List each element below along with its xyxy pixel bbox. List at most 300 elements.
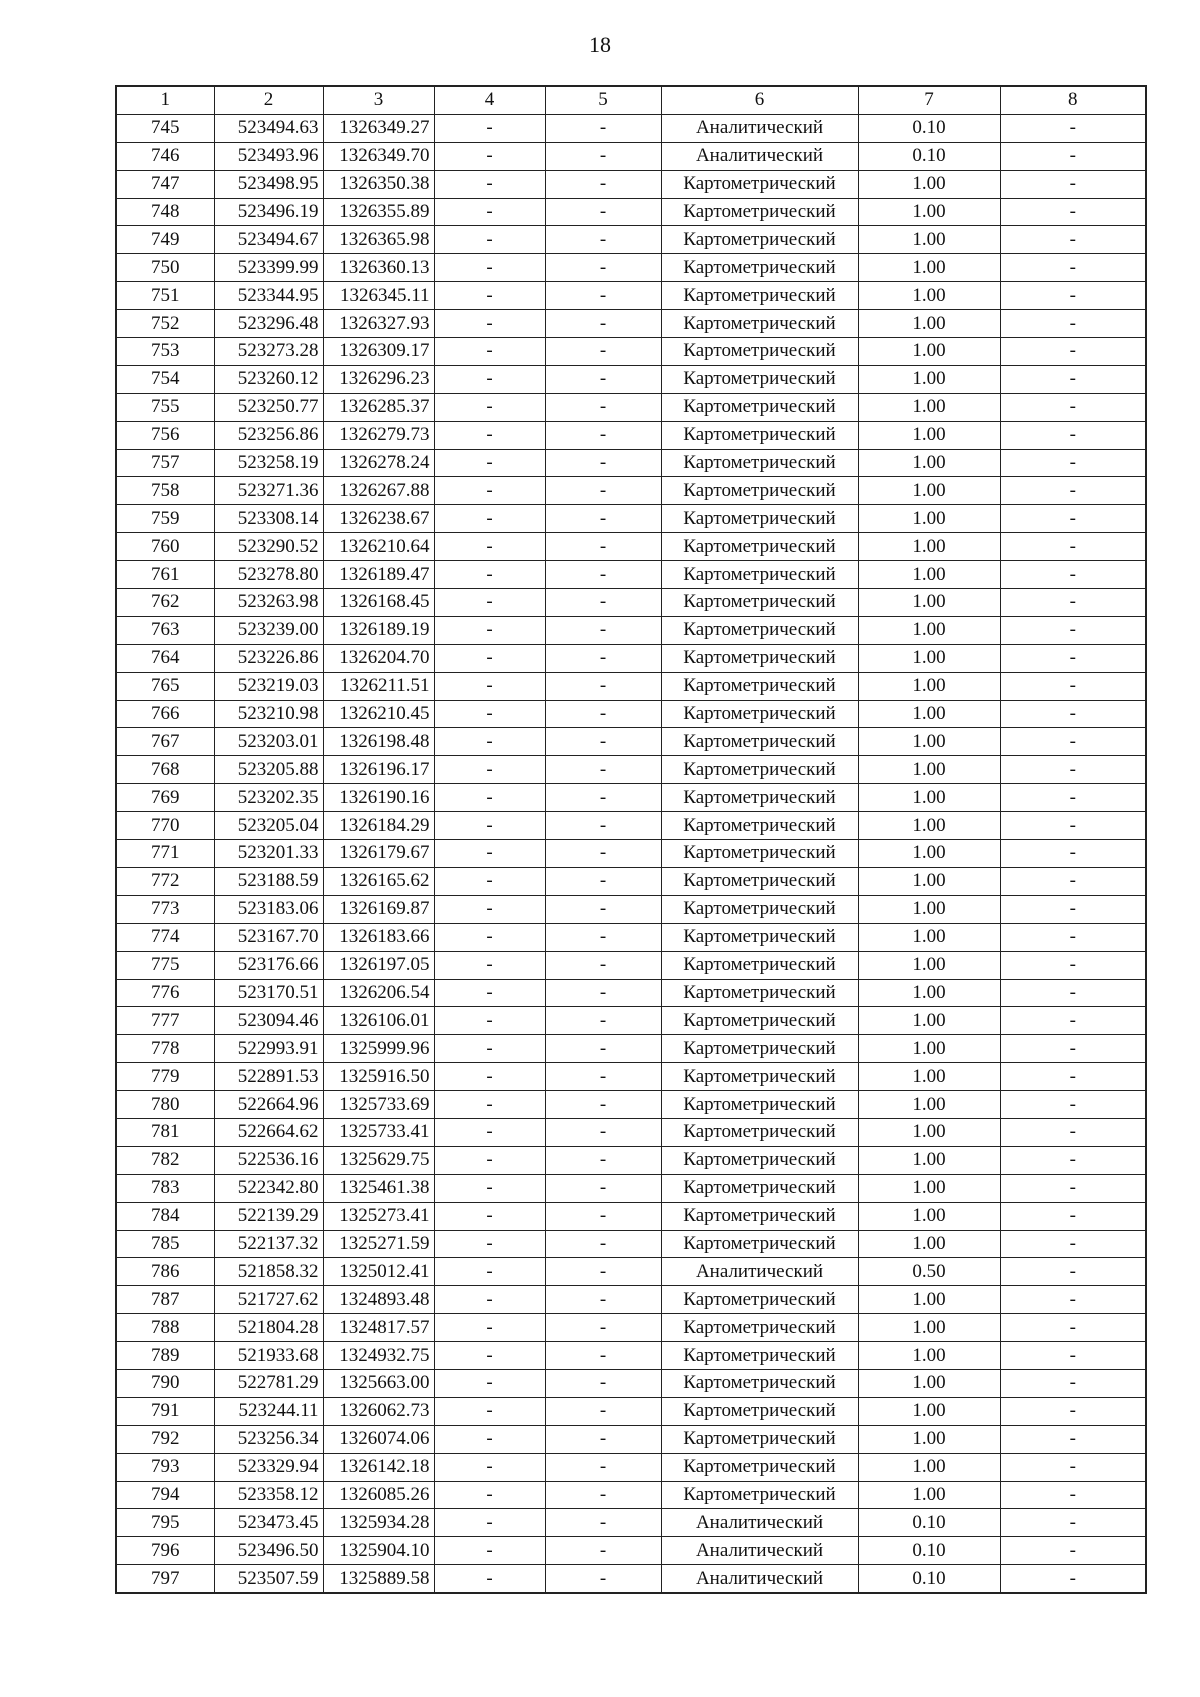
method-cell: Картометрический	[661, 1481, 858, 1509]
x-coordinate-cell: 523202.35	[214, 784, 323, 812]
col8-cell: -	[1000, 812, 1146, 840]
point-number-cell: 761	[116, 561, 214, 589]
column-header: 4	[434, 86, 545, 114]
point-number-cell: 772	[116, 867, 214, 895]
col8-cell: -	[1000, 449, 1146, 477]
method-cell: Картометрический	[661, 1314, 858, 1342]
x-coordinate-cell: 523183.06	[214, 895, 323, 923]
page-number: 18	[589, 32, 611, 57]
table-row	[116, 338, 1146, 366]
col5-cell: -	[545, 282, 661, 310]
y-coordinate-cell: 1326355.89	[323, 198, 434, 226]
x-coordinate-cell: 521933.68	[214, 1342, 323, 1370]
col5-cell: -	[545, 840, 661, 868]
col4-cell: -	[434, 672, 545, 700]
x-coordinate-cell: 523494.63	[214, 114, 323, 142]
table-row	[116, 1230, 1146, 1258]
table-row	[116, 1453, 1146, 1481]
table-row	[116, 1509, 1146, 1537]
method-cell: Картометрический	[661, 338, 858, 366]
y-coordinate-cell: 1324932.75	[323, 1342, 434, 1370]
col4-cell: -	[434, 282, 545, 310]
accuracy-cell: 1.00	[858, 338, 1000, 366]
col5-cell: -	[545, 1202, 661, 1230]
method-cell: Картометрический	[661, 198, 858, 226]
point-number-cell: 770	[116, 812, 214, 840]
col4-cell: -	[434, 1537, 545, 1565]
col8-cell: -	[1000, 282, 1146, 310]
x-coordinate-cell: 521727.62	[214, 1286, 323, 1314]
x-coordinate-cell: 523493.96	[214, 142, 323, 170]
table-row	[116, 644, 1146, 672]
method-cell: Картометрический	[661, 1035, 858, 1063]
accuracy-cell: 1.00	[858, 784, 1000, 812]
table-row	[116, 1286, 1146, 1314]
col5-cell: -	[545, 1286, 661, 1314]
x-coordinate-cell: 522781.29	[214, 1369, 323, 1397]
col4-cell: -	[434, 1509, 545, 1537]
col4-cell: -	[434, 1174, 545, 1202]
y-coordinate-cell: 1326309.17	[323, 338, 434, 366]
point-number-cell: 756	[116, 421, 214, 449]
table-row	[116, 672, 1146, 700]
col5-cell: -	[545, 142, 661, 170]
col8-cell: -	[1000, 728, 1146, 756]
point-number-cell: 775	[116, 951, 214, 979]
point-number-cell: 747	[116, 170, 214, 198]
col5-cell: -	[545, 198, 661, 226]
table-row	[116, 142, 1146, 170]
col5-cell: -	[545, 1007, 661, 1035]
y-coordinate-cell: 1326327.93	[323, 310, 434, 338]
x-coordinate-cell: 522137.32	[214, 1230, 323, 1258]
y-coordinate-cell: 1326349.70	[323, 142, 434, 170]
y-coordinate-cell: 1326210.45	[323, 700, 434, 728]
point-number-cell: 791	[116, 1397, 214, 1425]
y-coordinate-cell: 1326184.29	[323, 812, 434, 840]
column-header: 1	[116, 86, 214, 114]
point-number-cell: 795	[116, 1509, 214, 1537]
col5-cell: -	[545, 1509, 661, 1537]
x-coordinate-cell: 523170.51	[214, 979, 323, 1007]
accuracy-cell: 1.00	[858, 1091, 1000, 1119]
y-coordinate-cell: 1326190.16	[323, 784, 434, 812]
accuracy-cell: 1.00	[858, 1425, 1000, 1453]
method-cell: Картометрический	[661, 979, 858, 1007]
x-coordinate-cell: 522536.16	[214, 1146, 323, 1174]
table-row	[116, 1063, 1146, 1091]
method-cell: Картометрический	[661, 1342, 858, 1370]
x-coordinate-cell: 523256.86	[214, 421, 323, 449]
method-cell: Картометрический	[661, 310, 858, 338]
accuracy-cell: 1.00	[858, 254, 1000, 282]
col5-cell: -	[545, 951, 661, 979]
y-coordinate-cell: 1325461.38	[323, 1174, 434, 1202]
x-coordinate-cell: 523226.86	[214, 644, 323, 672]
accuracy-cell: 1.00	[858, 728, 1000, 756]
col8-cell: -	[1000, 393, 1146, 421]
table-row	[116, 561, 1146, 589]
method-cell: Картометрический	[661, 282, 858, 310]
accuracy-cell: 1.00	[858, 449, 1000, 477]
method-cell: Картометрический	[661, 784, 858, 812]
col8-cell: -	[1000, 1453, 1146, 1481]
col5-cell: -	[545, 1174, 661, 1202]
point-number-cell: 789	[116, 1342, 214, 1370]
y-coordinate-cell: 1326198.48	[323, 728, 434, 756]
col4-cell: -	[434, 1425, 545, 1453]
col8-cell: -	[1000, 338, 1146, 366]
col4-cell: -	[434, 728, 545, 756]
table-row	[116, 728, 1146, 756]
col8-cell: -	[1000, 254, 1146, 282]
col4-cell: -	[434, 310, 545, 338]
table-row	[116, 1258, 1146, 1286]
method-cell: Картометрический	[661, 644, 858, 672]
method-cell: Картометрический	[661, 561, 858, 589]
col5-cell: -	[545, 477, 661, 505]
y-coordinate-cell: 1326179.67	[323, 840, 434, 868]
col8-cell: -	[1000, 114, 1146, 142]
table-row	[116, 1369, 1146, 1397]
table-row	[116, 1425, 1146, 1453]
method-cell: Картометрический	[661, 393, 858, 421]
x-coordinate-cell: 522342.80	[214, 1174, 323, 1202]
y-coordinate-cell: 1326074.06	[323, 1425, 434, 1453]
accuracy-cell: 1.00	[858, 867, 1000, 895]
point-number-cell: 784	[116, 1202, 214, 1230]
method-cell: Картометрический	[661, 867, 858, 895]
y-coordinate-cell: 1325904.10	[323, 1537, 434, 1565]
col8-cell: -	[1000, 170, 1146, 198]
table-row	[116, 1007, 1146, 1035]
table-row	[116, 700, 1146, 728]
col5-cell: -	[545, 1063, 661, 1091]
method-cell: Картометрический	[661, 923, 858, 951]
x-coordinate-cell: 522664.62	[214, 1118, 323, 1146]
accuracy-cell: 1.00	[858, 1146, 1000, 1174]
col8-cell: -	[1000, 421, 1146, 449]
col4-cell: -	[434, 421, 545, 449]
y-coordinate-cell: 1325012.41	[323, 1258, 434, 1286]
col8-cell: -	[1000, 1425, 1146, 1453]
method-cell: Аналитический	[661, 1509, 858, 1537]
col8-cell: -	[1000, 756, 1146, 784]
method-cell: Картометрический	[661, 1118, 858, 1146]
point-number-cell: 753	[116, 338, 214, 366]
x-coordinate-cell: 523496.19	[214, 198, 323, 226]
col5-cell: -	[545, 1425, 661, 1453]
accuracy-cell: 1.00	[858, 1397, 1000, 1425]
x-coordinate-cell: 523167.70	[214, 923, 323, 951]
col4-cell: -	[434, 114, 545, 142]
accuracy-cell: 1.00	[858, 979, 1000, 1007]
point-number-cell: 782	[116, 1146, 214, 1174]
point-number-cell: 780	[116, 1091, 214, 1119]
table-row	[116, 1174, 1146, 1202]
point-number-cell: 762	[116, 589, 214, 617]
col5-cell: -	[545, 979, 661, 1007]
accuracy-cell: 1.00	[858, 951, 1000, 979]
table-row	[116, 1397, 1146, 1425]
accuracy-cell: 0.10	[858, 1509, 1000, 1537]
col8-cell: -	[1000, 1063, 1146, 1091]
y-coordinate-cell: 1326169.87	[323, 895, 434, 923]
point-number-cell: 776	[116, 979, 214, 1007]
coordinates-table	[115, 85, 1147, 1594]
col5-cell: -	[545, 728, 661, 756]
col8-cell: -	[1000, 1509, 1146, 1537]
accuracy-cell: 0.10	[858, 1537, 1000, 1565]
col5-cell: -	[545, 114, 661, 142]
col5-cell: -	[545, 1118, 661, 1146]
col5-cell: -	[545, 310, 661, 338]
method-cell: Картометрический	[661, 840, 858, 868]
y-coordinate-cell: 1326296.23	[323, 365, 434, 393]
table-row	[116, 1342, 1146, 1370]
col8-cell: -	[1000, 951, 1146, 979]
col8-cell: -	[1000, 1342, 1146, 1370]
col8-cell: -	[1000, 784, 1146, 812]
col8-cell: -	[1000, 644, 1146, 672]
accuracy-cell: 1.00	[858, 226, 1000, 254]
column-header: 7	[858, 86, 1000, 114]
method-cell: Аналитический	[661, 1537, 858, 1565]
table-row	[116, 393, 1146, 421]
table-row	[116, 840, 1146, 868]
col8-cell: -	[1000, 533, 1146, 561]
point-number-cell: 754	[116, 365, 214, 393]
method-cell: Картометрический	[661, 1230, 858, 1258]
col5-cell: -	[545, 561, 661, 589]
table-row	[116, 756, 1146, 784]
method-cell: Картометрический	[661, 812, 858, 840]
method-cell: Картометрический	[661, 1007, 858, 1035]
x-coordinate-cell: 523188.59	[214, 867, 323, 895]
col5-cell: -	[545, 1035, 661, 1063]
y-coordinate-cell: 1326085.26	[323, 1481, 434, 1509]
col4-cell: -	[434, 979, 545, 1007]
column-header: 3	[323, 86, 434, 114]
y-coordinate-cell: 1326238.67	[323, 505, 434, 533]
table-row	[116, 589, 1146, 617]
accuracy-cell: 1.00	[858, 672, 1000, 700]
col4-cell: -	[434, 1007, 545, 1035]
col4-cell: -	[434, 1369, 545, 1397]
accuracy-cell: 1.00	[858, 1174, 1000, 1202]
col5-cell: -	[545, 170, 661, 198]
method-cell: Картометрический	[661, 1063, 858, 1091]
col4-cell: -	[434, 616, 545, 644]
x-coordinate-cell: 523250.77	[214, 393, 323, 421]
table-row	[116, 923, 1146, 951]
x-coordinate-cell: 523308.14	[214, 505, 323, 533]
accuracy-cell: 1.00	[858, 561, 1000, 589]
col5-cell: -	[545, 867, 661, 895]
x-coordinate-cell: 523176.66	[214, 951, 323, 979]
x-coordinate-cell: 523203.01	[214, 728, 323, 756]
table-row	[116, 1565, 1146, 1593]
method-cell: Аналитический	[661, 142, 858, 170]
col5-cell: -	[545, 1230, 661, 1258]
table-row	[116, 1091, 1146, 1119]
method-cell: Картометрический	[661, 1091, 858, 1119]
col8-cell: -	[1000, 895, 1146, 923]
table-row	[116, 784, 1146, 812]
col8-cell: -	[1000, 505, 1146, 533]
y-coordinate-cell: 1325629.75	[323, 1146, 434, 1174]
col8-cell: -	[1000, 1397, 1146, 1425]
accuracy-cell: 1.00	[858, 1063, 1000, 1091]
col5-cell: -	[545, 644, 661, 672]
x-coordinate-cell: 522993.91	[214, 1035, 323, 1063]
x-coordinate-cell: 522139.29	[214, 1202, 323, 1230]
accuracy-cell: 1.00	[858, 505, 1000, 533]
col4-cell: -	[434, 1118, 545, 1146]
col4-cell: -	[434, 198, 545, 226]
column-header: 8	[1000, 86, 1146, 114]
column-header: 5	[545, 86, 661, 114]
col8-cell: -	[1000, 923, 1146, 951]
table-row	[116, 1146, 1146, 1174]
y-coordinate-cell: 1326142.18	[323, 1453, 434, 1481]
point-number-cell: 752	[116, 310, 214, 338]
point-number-cell: 792	[116, 1425, 214, 1453]
accuracy-cell: 1.00	[858, 1286, 1000, 1314]
point-number-cell: 766	[116, 700, 214, 728]
y-coordinate-cell: 1326196.17	[323, 756, 434, 784]
x-coordinate-cell: 523494.67	[214, 226, 323, 254]
point-number-cell: 787	[116, 1286, 214, 1314]
x-coordinate-cell: 523473.45	[214, 1509, 323, 1537]
accuracy-cell: 1.00	[858, 756, 1000, 784]
method-cell: Картометрический	[661, 728, 858, 756]
col4-cell: -	[434, 338, 545, 366]
col5-cell: -	[545, 449, 661, 477]
table-row	[116, 505, 1146, 533]
col8-cell: -	[1000, 589, 1146, 617]
table-row	[116, 616, 1146, 644]
y-coordinate-cell: 1326189.19	[323, 616, 434, 644]
method-cell: Картометрический	[661, 365, 858, 393]
column-header: 6	[661, 86, 858, 114]
accuracy-cell: 1.00	[858, 282, 1000, 310]
method-cell: Картометрический	[661, 756, 858, 784]
table-row	[116, 979, 1146, 1007]
point-number-cell: 794	[116, 1481, 214, 1509]
x-coordinate-cell: 523271.36	[214, 477, 323, 505]
col8-cell: -	[1000, 1286, 1146, 1314]
accuracy-cell: 1.00	[858, 198, 1000, 226]
col4-cell: -	[434, 1565, 545, 1593]
method-cell: Картометрический	[661, 505, 858, 533]
col4-cell: -	[434, 1342, 545, 1370]
col4-cell: -	[434, 170, 545, 198]
x-coordinate-cell: 523239.00	[214, 616, 323, 644]
point-number-cell: 745	[116, 114, 214, 142]
col5-cell: -	[545, 1481, 661, 1509]
accuracy-cell: 1.00	[858, 1202, 1000, 1230]
x-coordinate-cell: 523258.19	[214, 449, 323, 477]
y-coordinate-cell: 1326345.11	[323, 282, 434, 310]
method-cell: Картометрический	[661, 1202, 858, 1230]
table-row	[116, 198, 1146, 226]
col4-cell: -	[434, 226, 545, 254]
x-coordinate-cell: 523219.03	[214, 672, 323, 700]
accuracy-cell: 1.00	[858, 1481, 1000, 1509]
point-number-cell: 788	[116, 1314, 214, 1342]
method-cell: Картометрический	[661, 1397, 858, 1425]
method-cell: Картометрический	[661, 477, 858, 505]
method-cell: Картометрический	[661, 170, 858, 198]
col8-cell: -	[1000, 867, 1146, 895]
col8-cell: -	[1000, 142, 1146, 170]
table-row	[116, 477, 1146, 505]
col4-cell: -	[434, 142, 545, 170]
method-cell: Картометрический	[661, 1453, 858, 1481]
col5-cell: -	[545, 393, 661, 421]
point-number-cell: 786	[116, 1258, 214, 1286]
accuracy-cell: 1.00	[858, 533, 1000, 561]
col4-cell: -	[434, 393, 545, 421]
table-body	[116, 114, 1146, 1593]
point-number-cell: 765	[116, 672, 214, 700]
x-coordinate-cell: 523496.50	[214, 1537, 323, 1565]
y-coordinate-cell: 1326279.73	[323, 421, 434, 449]
x-coordinate-cell: 523205.04	[214, 812, 323, 840]
table-row	[116, 114, 1146, 142]
method-cell: Аналитический	[661, 114, 858, 142]
col5-cell: -	[545, 1537, 661, 1565]
point-number-cell: 767	[116, 728, 214, 756]
accuracy-cell: 1.00	[858, 812, 1000, 840]
col4-cell: -	[434, 589, 545, 617]
x-coordinate-cell: 523498.95	[214, 170, 323, 198]
x-coordinate-cell: 523296.48	[214, 310, 323, 338]
x-coordinate-cell: 523094.46	[214, 1007, 323, 1035]
y-coordinate-cell: 1326165.62	[323, 867, 434, 895]
col5-cell: -	[545, 672, 661, 700]
table-row	[116, 1118, 1146, 1146]
y-coordinate-cell: 1325889.58	[323, 1565, 434, 1593]
col4-cell: -	[434, 644, 545, 672]
method-cell: Аналитический	[661, 1258, 858, 1286]
accuracy-cell: 1.00	[858, 393, 1000, 421]
x-coordinate-cell: 523278.80	[214, 561, 323, 589]
col4-cell: -	[434, 1202, 545, 1230]
point-number-cell: 796	[116, 1537, 214, 1565]
accuracy-cell: 0.10	[858, 142, 1000, 170]
point-number-cell: 783	[116, 1174, 214, 1202]
table-row	[116, 449, 1146, 477]
method-cell: Картометрический	[661, 1174, 858, 1202]
col8-cell: -	[1000, 1174, 1146, 1202]
col4-cell: -	[434, 533, 545, 561]
point-number-cell: 763	[116, 616, 214, 644]
col5-cell: -	[545, 533, 661, 561]
col4-cell: -	[434, 840, 545, 868]
col4-cell: -	[434, 1063, 545, 1091]
y-coordinate-cell: 1325934.28	[323, 1509, 434, 1537]
y-coordinate-cell: 1326183.66	[323, 923, 434, 951]
col4-cell: -	[434, 1453, 545, 1481]
table-row	[116, 1481, 1146, 1509]
point-number-cell: 779	[116, 1063, 214, 1091]
method-cell: Картометрический	[661, 951, 858, 979]
point-number-cell: 769	[116, 784, 214, 812]
accuracy-cell: 0.10	[858, 1565, 1000, 1593]
col8-cell: -	[1000, 1537, 1146, 1565]
